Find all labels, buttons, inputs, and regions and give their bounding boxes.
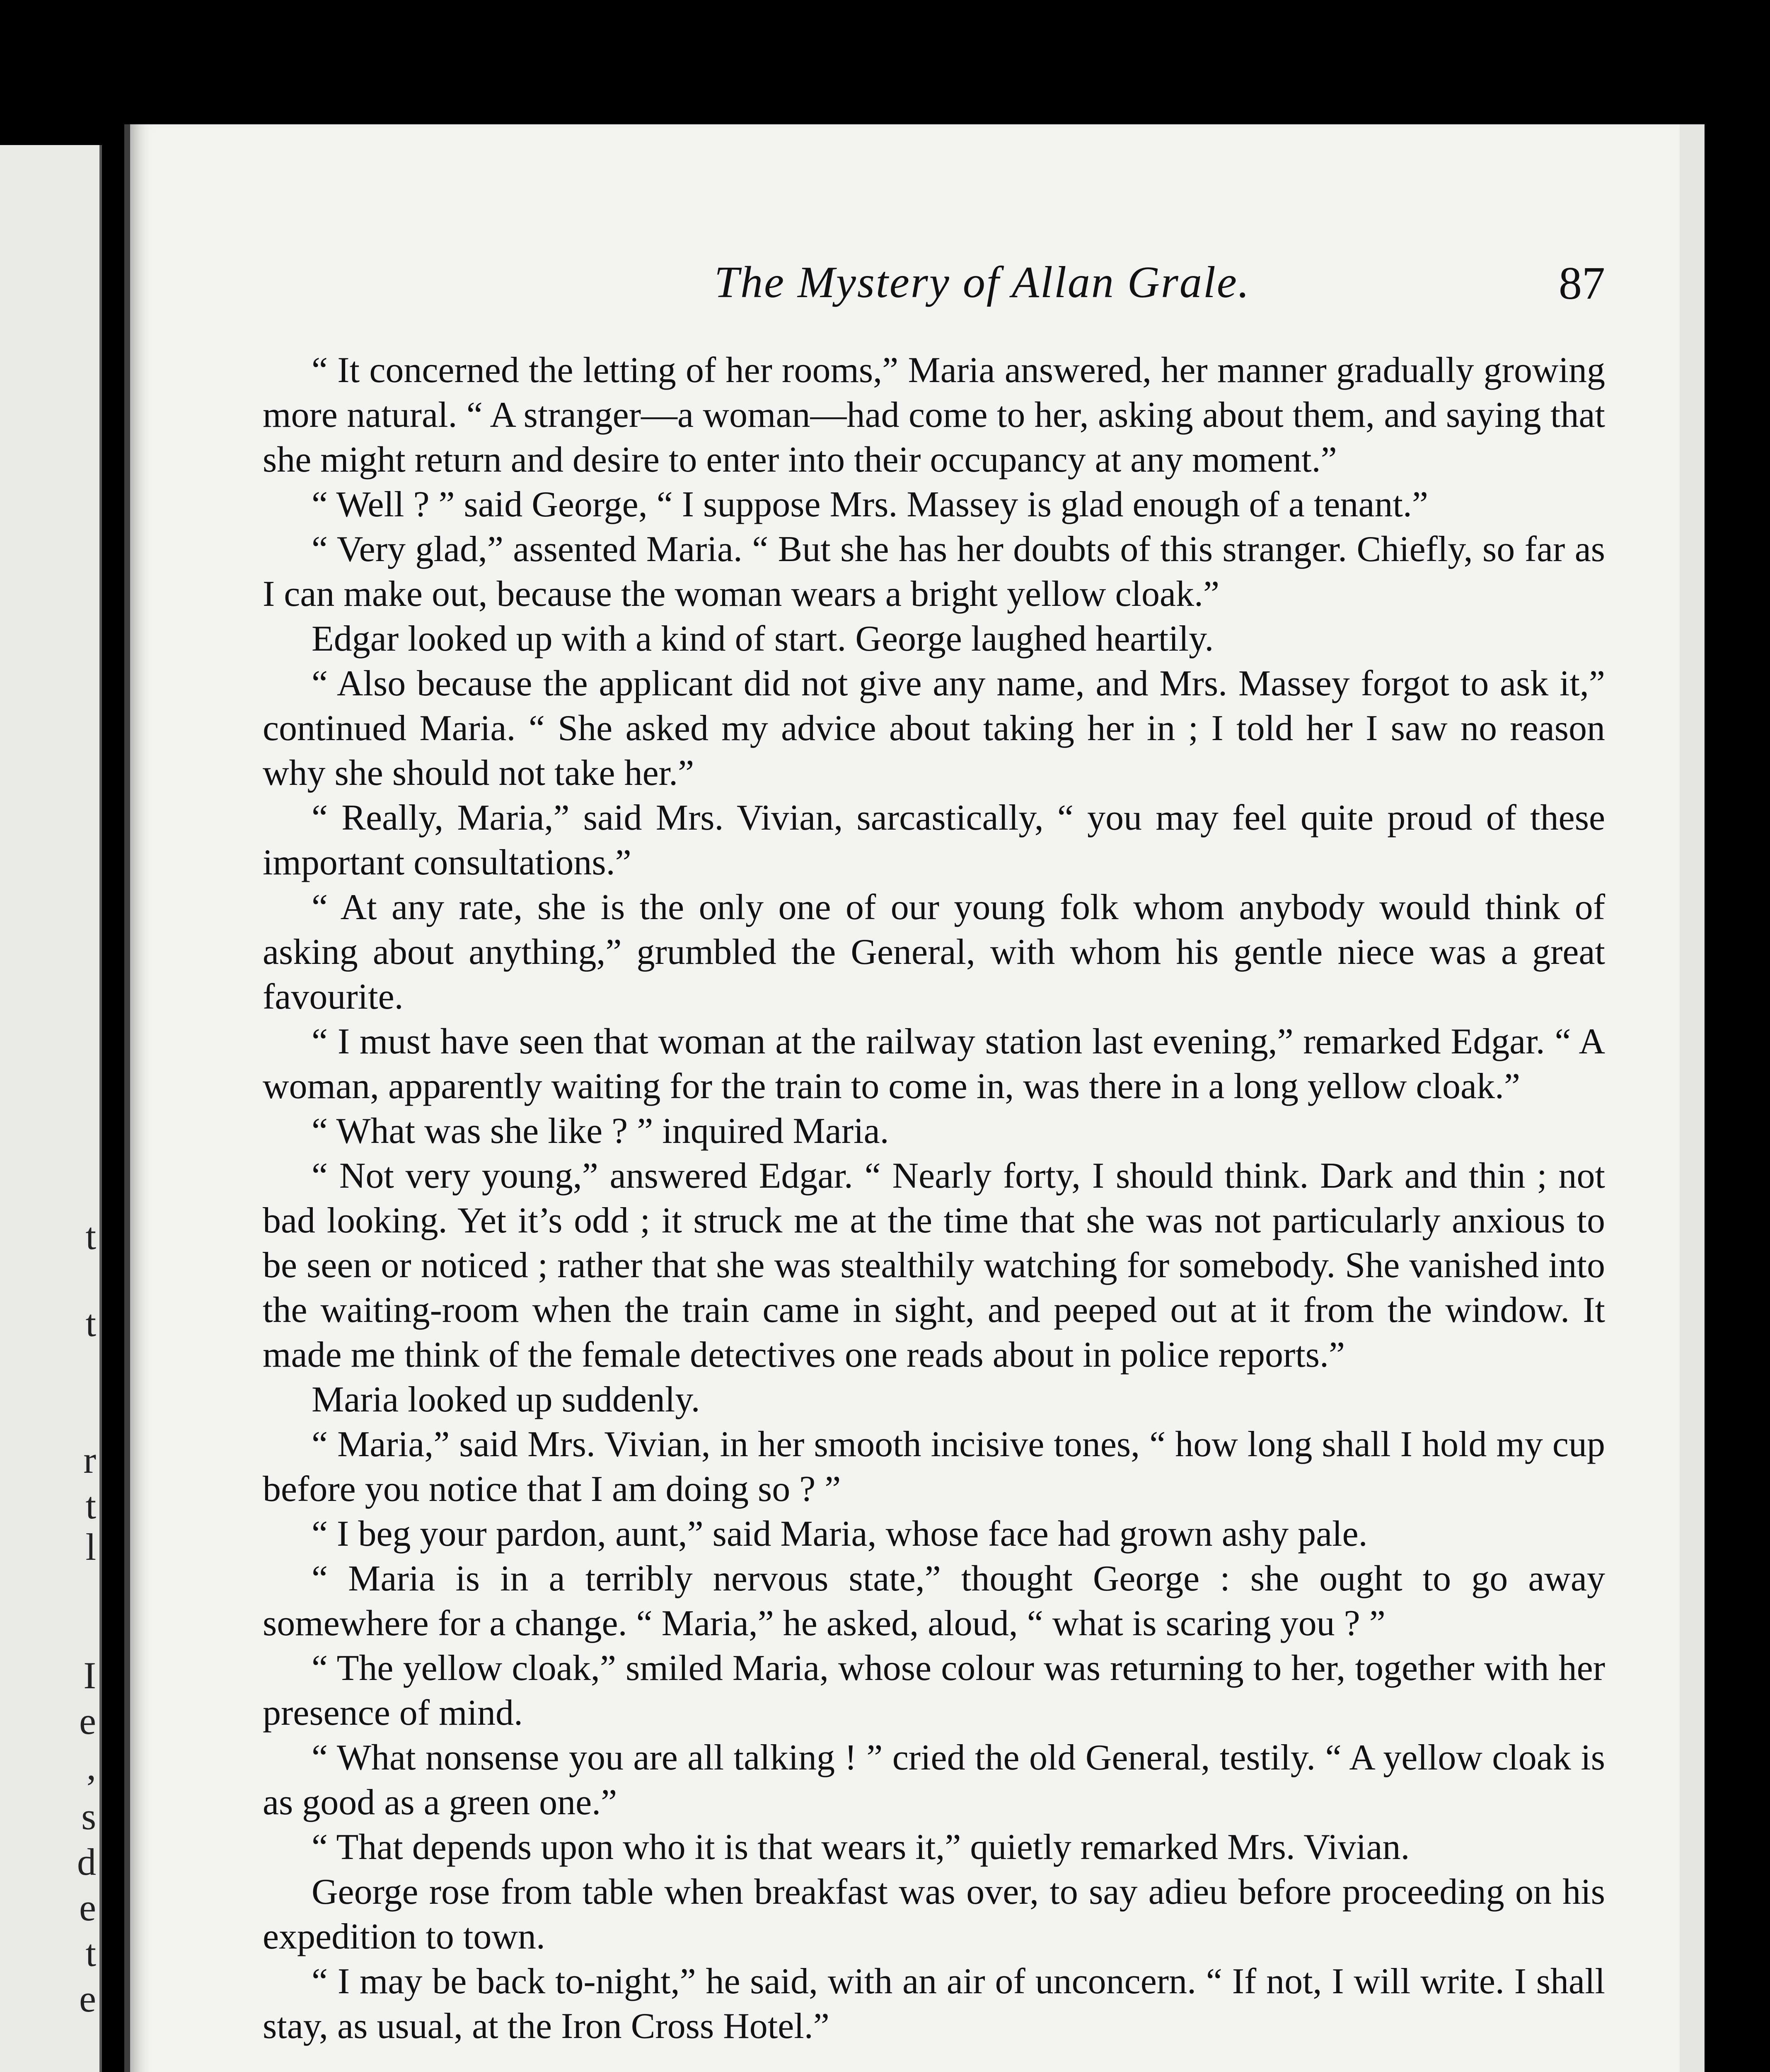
paragraph: “ What nonsense you are all talking ! ” cried the old General, testily. “ A yellow cloak is as good as a green one.” (263, 1738, 1605, 1823)
paragraph: “ I beg your pardon, aunt,” said Maria, whose face had grown ashy pale. (312, 1514, 1368, 1554)
paragraph: “ What was she like ? ” inquired Maria. (312, 1111, 889, 1151)
fragment-6: I (83, 1654, 96, 1697)
paragraph: “ I must have seen that woman at the railway station last evening,” remarked Edgar. “ A woman, apparently waiting for the train to come in, was there in a long yellow cloak.” (263, 1021, 1605, 1106)
fragment-13: e (79, 1978, 96, 2020)
fragment-1: t (85, 1215, 96, 1257)
paragraph: “ Well ? ” said George, “ I suppose Mrs. Massey is glad enough of a tenant.” (312, 484, 1428, 525)
paragraph: “ Maria,” said Mrs. Vivian, in her smooth incisive tones, “ how long shall I hold my cup before you notice that I am doing so ? ” (263, 1424, 1605, 1509)
paragraph: “ Very glad,” assented Maria. “ But she has her doubts of this stranger. Chiefly, so far as I can make out, because the woman wears a bright yellow cloak.” (263, 529, 1605, 614)
fragment-11: e (79, 1886, 96, 1929)
book-page (124, 124, 1680, 2072)
book-title: The Mystery of Allan Grale. (714, 258, 1250, 307)
paragraph: “ Also because the applicant did not give any name, and Mrs. Massey forgot to ask it,” continued Maria. “ She asked my advice about taking her in ; I told her I saw no reason why she should not take her.” (263, 663, 1605, 793)
fragment-12: t (85, 1932, 96, 1974)
previous-page-text-fragments (0, 145, 99, 2072)
previous-page-edge (0, 145, 102, 2072)
paragraph: “ At any rate, she is the only one of our young folk whom anybody would think of asking about anything,” grumbled the General, with whom his gentle niece was a great favourite. (263, 887, 1605, 1017)
paragraph: “ That depends upon who it is that wears it,” quietly remarked Mrs. Vivian. (312, 1827, 1410, 1867)
paragraph: “ I may be back to-night,” he said, with an air of unconcern. “ If not, I will write. I shall stay, as usual, at the Iron Cross Hotel.” (263, 1961, 1605, 2046)
fragment-2: t (85, 1302, 96, 1344)
fragment-7: e (79, 1700, 96, 1742)
paragraph: George rose from table when breakfast was over, to say adieu before proceeding on his expedition to town. (263, 1872, 1605, 1957)
paragraph: “ It concerned the letting of her rooms,” Maria answered, her manner gradually growing more natural. “ A stranger—a woman—had come to her, asking about them, and saying that she might return and desire to enter into their occupancy at any moment.” (263, 350, 1605, 480)
fragment-4: t (85, 1484, 96, 1527)
fragment-10: d (77, 1841, 96, 1883)
paragraph: “ Really, Maria,” said Mrs. Vivian, sarcastically, “ you may feel quite proud of these important consultations.” (263, 798, 1605, 883)
running-head (267, 257, 1605, 340)
fragment-5: l (85, 1526, 96, 1568)
paragraph: “ The yellow cloak,” smiled Maria, whose colour was returning to her, together with her presence of mind. (263, 1648, 1605, 1733)
paragraph: “ Not very young,” answered Edgar. “ Nearly forty, I should think. Dark and thin ; not bad looking. Yet it’s odd ; it struck me at the time that she was not particularly anxious to be seen or noticed ; rather that she was stealthily watching for somebody. She vanished into the waiting-room when the train came in sight, and peeped out at it from the window. It made me think of the female detectives one reads about in police reports.” (263, 1156, 1605, 1375)
fragment-8: , (87, 1745, 96, 1788)
paragraph: Maria looked up suddenly. (312, 1380, 700, 1420)
body-text (263, 348, 1605, 2049)
paragraph: Edgar looked up with a kind of start. George laughed heartily. (312, 619, 1214, 659)
page-number: 87 (1559, 258, 1605, 309)
paragraph: “ Maria is in a terribly nervous state,” thought George : she ought to go away somewhere for a change. “ Maria,” he asked, aloud, “ what is scaring you ? ” (263, 1559, 1605, 1644)
fragment-9: s (81, 1795, 96, 1837)
fragment-3: r (83, 1439, 96, 1481)
